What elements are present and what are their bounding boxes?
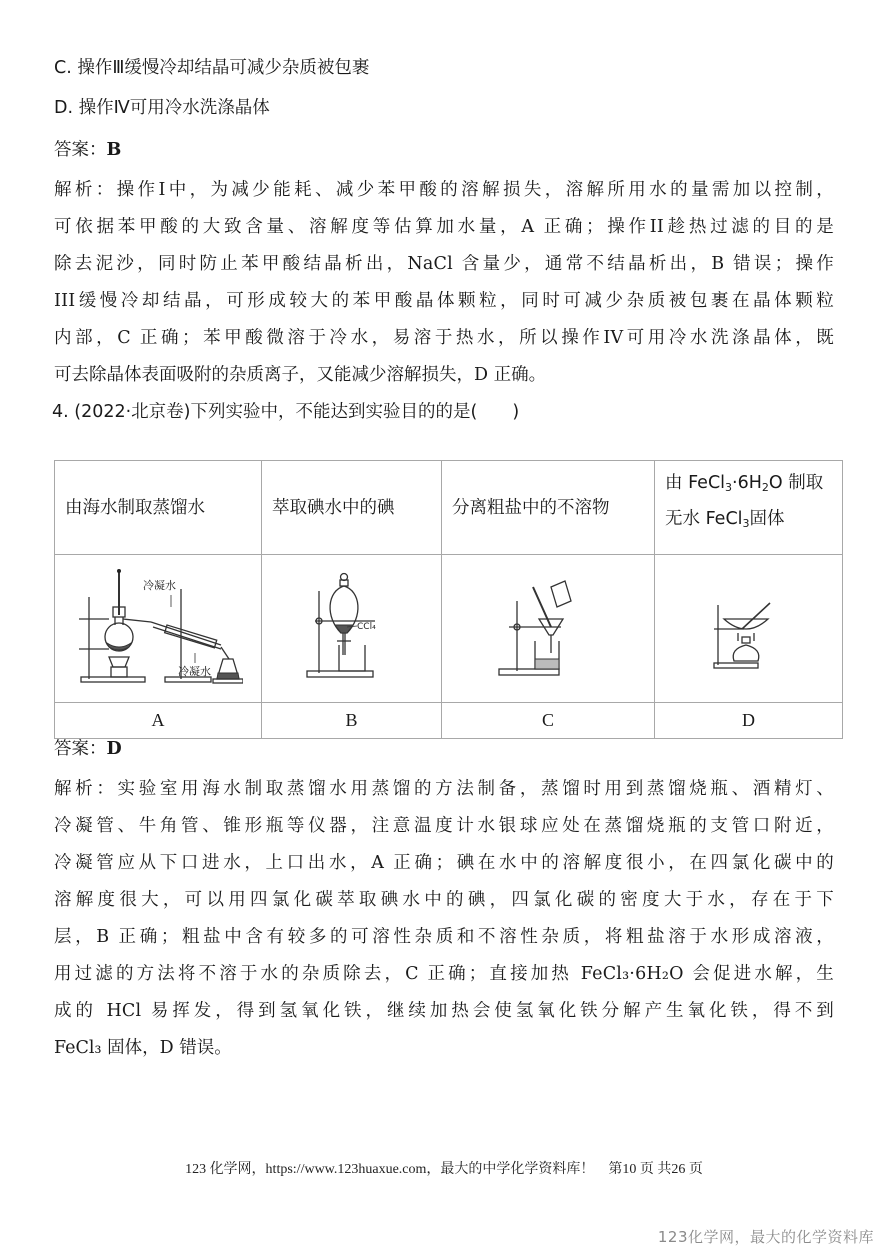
analysis-q3-line: 解析：操作I中，为减少能耗、减少苯甲酸的溶解损失，溶解所用水的量需加以控制， — [54, 180, 834, 200]
analysis-q4-line: 冷凝管应从下口进水，上口出水，A 正确；碘在水中的溶解度很小，在四氯化碳中的 — [54, 853, 834, 873]
filtration-apparatus-icon — [493, 567, 603, 687]
watermark: 123化学网，最大的化学资料库 — [657, 1228, 874, 1246]
label-a: A — [55, 703, 262, 739]
distillation-apparatus-icon — [73, 567, 243, 687]
analysis-q4-line: 用过滤的方法将不溶于水的杂质除去，C 正确；直接加热 FeCl₃·6H₂O 会促进水解，生 — [54, 964, 834, 984]
analysis-q3-line: 除去泥沙，同时防止苯甲酸结晶析出，NaCl 含量少，通常不结晶析出，B 错误；操作 — [54, 254, 834, 274]
table-label-row — [55, 703, 843, 739]
analysis-q3-line: 可依据苯甲酸的大致含量、溶解度等估算加水量，A 正确；操作II趁热过滤的目的是 — [54, 217, 834, 237]
answer-value: B — [106, 140, 122, 160]
header-cell-d: 由 $FeCl_3\cdot 6H_2O$ 制取 无水 FeCl$_3$固体 — [655, 461, 843, 555]
header-cell-c: 分离粗盐中的不溶物 — [442, 461, 655, 555]
label-c: C — [442, 703, 655, 739]
option-c: C. 操作Ⅲ缓慢冷却结晶可减少杂质被包裹 — [54, 58, 370, 78]
figure-cell-a — [55, 555, 262, 703]
ccl4-label: CCl₄ — [356, 621, 376, 632]
table-header-row — [55, 461, 843, 555]
label-d: D — [655, 703, 843, 739]
figure-cell-b — [262, 555, 442, 703]
label-b: B — [262, 703, 442, 739]
experiment-table — [54, 460, 843, 739]
header-cell-a: 由海水制取蒸馏水 — [55, 461, 262, 555]
analysis-q4-line: FeCl₃ 固体，D 错误。 — [54, 1038, 232, 1058]
figure-cell-c — [442, 555, 655, 703]
page-footer: 123 化学网，https://www.123huaxue.com，最大的中学化学资料库！ 第10 页 共26 页 — [185, 1162, 703, 1177]
answer-value: D — [106, 739, 122, 759]
answer-label: 答案： — [54, 739, 107, 759]
analysis-q3-line: 可去除晶体表面吸附的杂质离子，又能减少溶解损失，D 正确。 — [54, 365, 547, 385]
separatory-funnel-icon — [297, 567, 407, 687]
condense-water-label: 冷凝水 — [178, 664, 211, 678]
analysis-q3-line: III缓慢冷却结晶，可形成较大的苯甲酸晶体颗粒，同时可减少杂质被包裹在晶体颗粒 — [54, 291, 834, 311]
question-4-stem: 4. (2022·北京卷)下列实验中，不能达到实验目的的是( ) — [52, 402, 520, 422]
analysis-q4-line: 解析：实验室用海水制取蒸馏水用蒸馏的方法制备，蒸馏时用到蒸馏烧瓶、酒精灯、 — [54, 779, 834, 799]
evaporation-apparatus-icon — [694, 567, 804, 687]
analysis-q4-line: 层，B 正确；粗盐中含有较多的可溶性杂质和不溶性杂质，将粗盐溶于水形成溶液， — [54, 927, 834, 947]
answer-q3 — [54, 138, 121, 162]
header-cell-b: 萃取碘水中的碘 — [262, 461, 442, 555]
analysis-q4-line: 成的 HCl 易挥发，得到氢氧化铁，继续加热会使氢氧化铁分解产生氧化铁，得不到 — [54, 1001, 834, 1021]
answer-q4 — [54, 737, 122, 761]
figure-cell-d — [655, 555, 843, 703]
analysis-q4-line: 冷凝管、牛角管、锥形瓶等仪器，注意温度计水银球应处在蒸馏烧瓶的支管口附近， — [54, 816, 834, 836]
analysis-q4-line: 溶解度很大，可以用四氯化碳萃取碘水中的碘，四氯化碳的密度大于水，存在于下 — [54, 890, 834, 910]
condense-water-label: 冷凝水 — [143, 578, 176, 592]
table-figure-row — [55, 555, 843, 703]
answer-label: 答案： — [54, 140, 107, 160]
analysis-q3-line: 内部，C 正确；苯甲酸微溶于冷水，易溶于热水，所以操作IV可用冷水洗涤晶体，既 — [54, 328, 834, 348]
option-d: D. 操作Ⅳ可用冷水洗涤晶体 — [54, 98, 270, 118]
